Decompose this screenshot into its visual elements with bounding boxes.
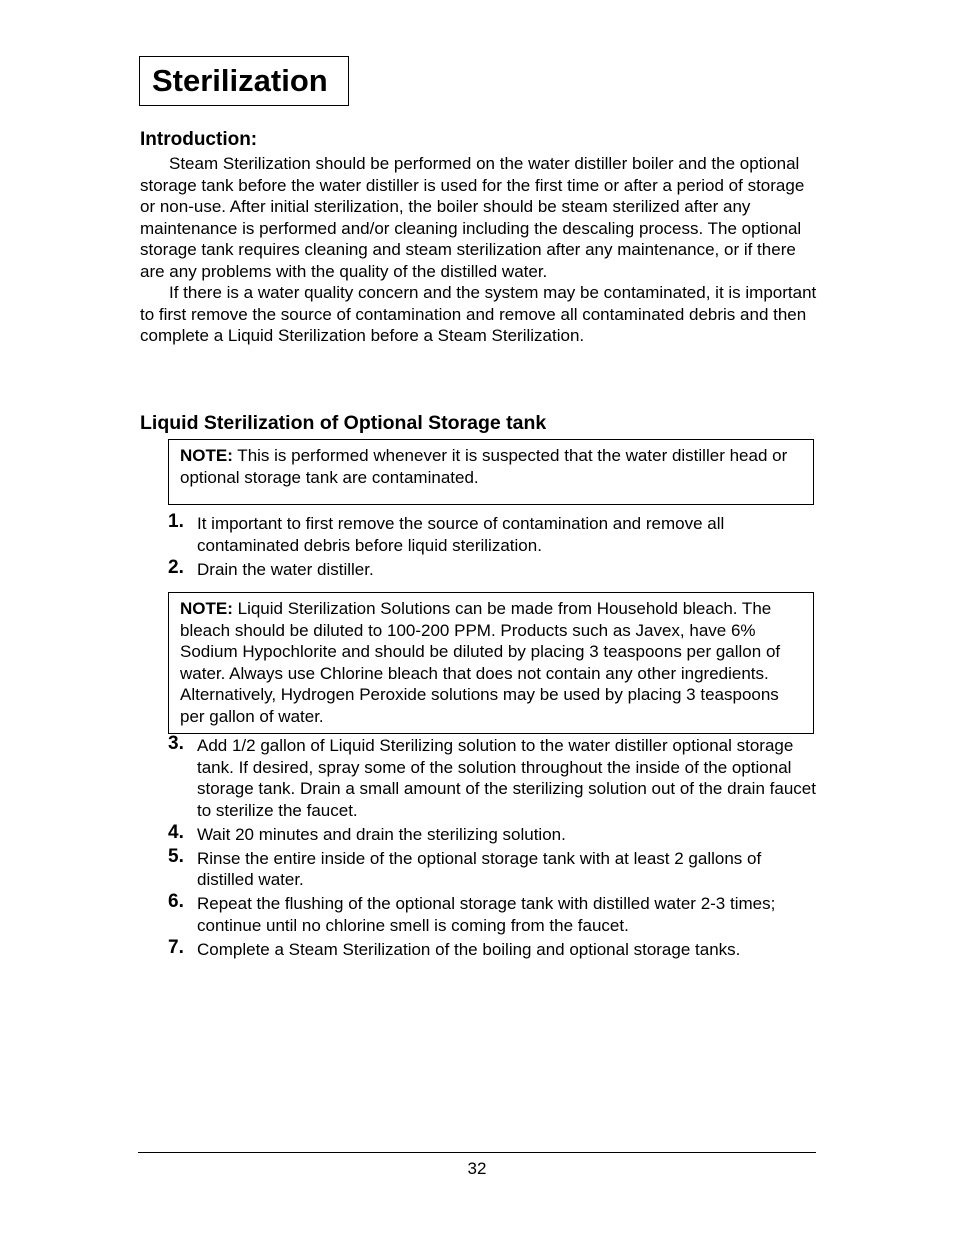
step-text: Wait 20 minutes and drain the sterilizing solution. (197, 824, 566, 844)
list-item (168, 513, 818, 556)
list-item (168, 845, 818, 891)
step-text: Repeat the flushing of the optional storage tank with distilled water 2-3 times; continue until no chlorine smell is coming from the faucet. (197, 894, 776, 935)
page-number: 32 (467, 1159, 487, 1178)
step-text: It important to first remove the source of contamination and remove all contaminated debris before liquid sterilization. (197, 514, 725, 555)
introduction-heading: Introduction: (140, 129, 258, 150)
note-text: This is performed whenever it is suspected that the water distiller head or optional storage tank are contaminated. (180, 446, 788, 487)
footer-divider (138, 1152, 816, 1153)
note-text: Liquid Sterilization Solutions can be made from Household bleach. The bleach should be diluted to 100-200 PPM. Products such as Javex, have 6% Sodium Hypochlorite and should be diluted by placing 3 teaspoons per gallon of water. Always use Chlorine bleach that does not contain any other ingredients. Alternatively, Hydrogen Peroxide solutions may be used by placing 3 teaspoons per gallon of water. (180, 599, 781, 726)
list-item (168, 893, 818, 936)
note-box (168, 439, 814, 505)
step-number: 5. (168, 845, 184, 867)
step-number: 4. (168, 821, 184, 843)
introduction-paragraph: If there is a water quality concern and the system may be contaminated, it is important to first remove the source of contamination and remove all contaminated debris and then complete a Liquid Sterilization before a Steam Sterilization. (140, 283, 817, 345)
step-number: 6. (168, 891, 184, 912)
step-number: 3. (168, 733, 184, 754)
note-box (168, 592, 814, 734)
note-label: NOTE: (180, 446, 233, 465)
step-number: 7. (168, 936, 184, 958)
list-item (168, 821, 818, 846)
introduction-paragraph: Steam Sterilization should be performed on the water distiller boiler and the optional storage tank before the water distiller is used for the first time or after a period of storage or non-use. After initial sterilization, the boiler should be steam sterilized after any maintenance is performed and/or cleaning including the descaling process. The optional storage tank requires cleaning and steam sterilization after any maintenance, or if there are any problems with the quality of the distilled water. (140, 154, 805, 281)
step-list (168, 513, 818, 583)
step-text: Rinse the entire inside of the optional storage tank with at least 2 gallons of distilled water. (197, 848, 762, 889)
step-text: Drain the water distiller. (197, 559, 374, 579)
step-text: Complete a Steam Sterilization of the boiling and optional storage tanks. (197, 939, 741, 959)
list-item (168, 556, 818, 581)
note-label: NOTE: (180, 599, 233, 618)
liquid-sterilization-heading: Liquid Sterilization of Optional Storage tank (140, 412, 547, 434)
step-list (168, 735, 818, 963)
list-item (168, 735, 818, 821)
step-text: Add 1/2 gallon of Liquid Sterilizing solution to the water distiller optional storage tank. If desired, spray some of the solution throughout the inside of the optional storage tank. Drain a small amount of the sterilizing solution out of the drain faucet to sterilize the faucet. (197, 736, 816, 820)
introduction-body (140, 153, 820, 347)
title-box (139, 56, 349, 106)
page-title: Sterilization (152, 63, 328, 98)
step-number: 1. (168, 511, 184, 532)
step-number: 2. (168, 556, 184, 578)
list-item (168, 936, 818, 961)
